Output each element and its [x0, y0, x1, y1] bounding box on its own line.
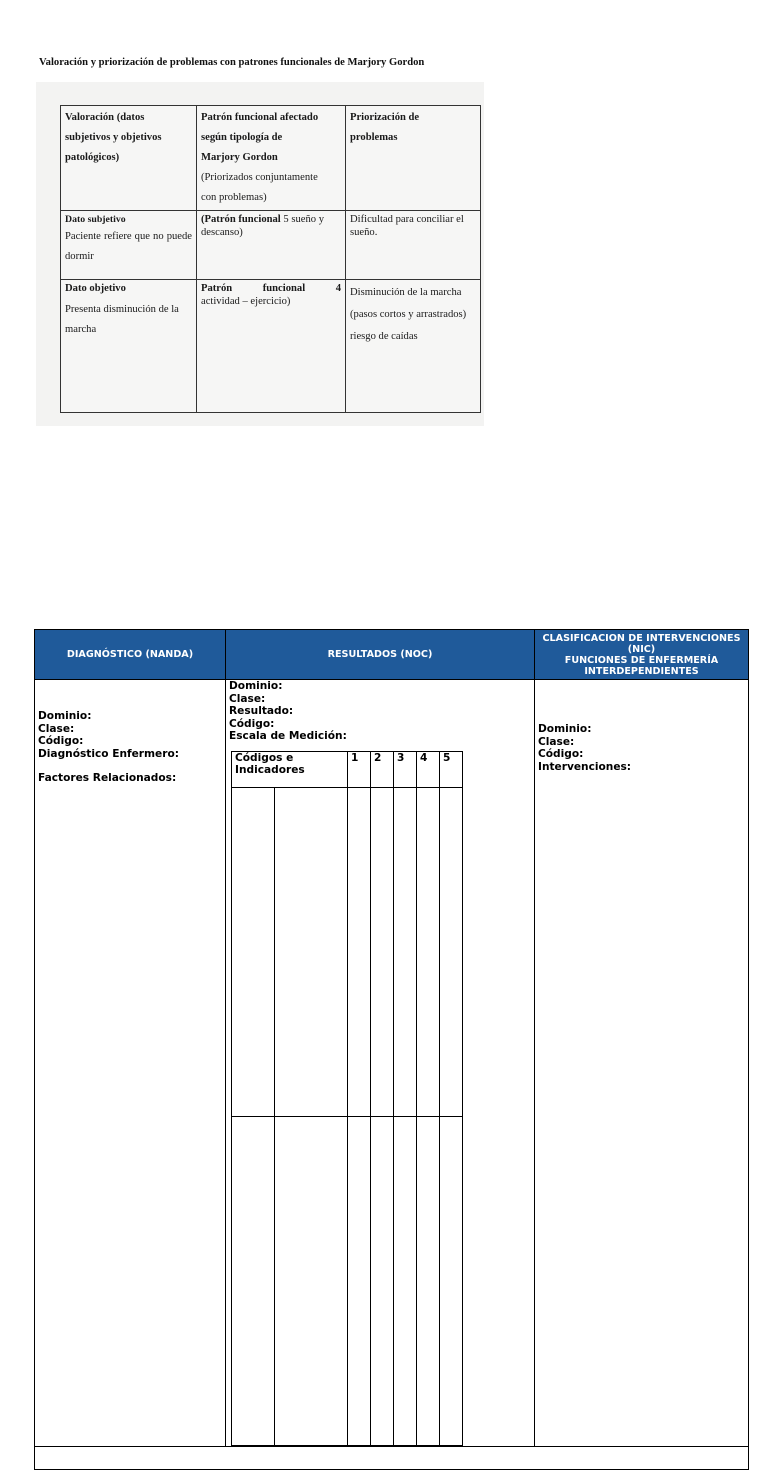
- nanda-cell: [35, 680, 226, 1447]
- noc-clase-label: Clase:: [229, 692, 266, 705]
- noc-score-cell[interactable]: [417, 787, 440, 1116]
- noc-resultado-label: Resultado:: [229, 705, 294, 717]
- noc-indicator-table: [231, 751, 463, 1446]
- nic-dominio-label: Dominio:: [538, 723, 592, 735]
- noc-score-cell[interactable]: [394, 787, 417, 1116]
- noc-scale-2: 2: [371, 751, 394, 787]
- nic-codigo-label: Código:: [538, 748, 584, 760]
- plan-header-row: [35, 630, 749, 680]
- nanda-diagnostico-label: Diagnóstico Enfermero:: [38, 747, 179, 760]
- noc-escala-label: Escala de Medición:: [229, 730, 347, 742]
- gordon-row-subjetivo: [61, 211, 481, 280]
- nic-clase-label: Clase:: [538, 735, 575, 748]
- noc-indicator-cell[interactable]: [275, 787, 348, 1116]
- nanda-factores-label: Factores Relacionados:: [38, 772, 177, 784]
- noc-codigo-label: Código:: [229, 717, 275, 730]
- noc-scale-4: 4: [417, 751, 440, 787]
- noc-score-cell[interactable]: [440, 1116, 463, 1445]
- noc-table-row: [232, 787, 463, 1116]
- gordon-header-priorizacion: Priorización de problemas: [346, 106, 481, 211]
- nanda-clase-label: Clase:: [38, 722, 75, 735]
- gordon-valuation-table: [60, 105, 481, 413]
- plan-footer-row: [35, 1446, 749, 1469]
- noc-score-cell[interactable]: [417, 1116, 440, 1445]
- noc-table-row: [232, 1116, 463, 1445]
- nic-intervenciones-label: Intervenciones:: [538, 760, 632, 773]
- gordon-cell-objetivo: Dato objetivo Presenta disminución de la marcha: [61, 280, 197, 413]
- noc-score-cell[interactable]: [348, 787, 371, 1116]
- nic-cell: [535, 680, 749, 1447]
- gordon-header-patron: Patrón funcional afectado según tipología de Marjory Gordon (Priorizados conjuntamente con problemas): [197, 106, 346, 211]
- noc-code-cell[interactable]: [232, 787, 275, 1116]
- header-nic: CLASIFICACION DE INTERVENCIONES (NIC) FUNCIONES DE ENFERMERÍA INTERDEPENDIENTES: [535, 630, 749, 680]
- noc-scale-1: 1: [348, 751, 371, 787]
- plan-body-row: [35, 680, 749, 1447]
- noc-score-cell[interactable]: [371, 1116, 394, 1445]
- gordon-header-valoracion: Valoración (datos subjetivos y objetivos patológicos): [61, 106, 197, 211]
- gordon-cell-priorizacion-2: Disminución de la marcha (pasos cortos y arrastrados) riesgo de caídas: [346, 280, 481, 413]
- nursing-care-plan-table: [34, 629, 749, 1470]
- noc-codes-header: Códigos e Indicadores: [232, 751, 348, 787]
- gordon-row-objetivo: [61, 280, 481, 413]
- noc-cell: [226, 680, 535, 1447]
- gordon-cell-patron-5: (Patrón funcional 5 sueño y descanso): [197, 211, 346, 280]
- gordon-header-row: [61, 106, 481, 211]
- nanda-codigo-label: Código:: [38, 735, 84, 747]
- noc-scale-5: 5: [440, 751, 463, 787]
- noc-score-cell[interactable]: [371, 787, 394, 1116]
- noc-code-cell[interactable]: [232, 1116, 275, 1445]
- noc-score-cell[interactable]: [394, 1116, 417, 1445]
- gordon-cell-patron-4: Patrón funcional 4 actividad – ejercicio): [197, 280, 346, 413]
- scan-title: Valoración y priorización de problemas con patrones funcionales de Marjory Gordon: [39, 57, 425, 68]
- header-nanda: DIAGNÓSTICO (NANDA): [35, 630, 226, 680]
- gordon-cell-subjetivo: Dato subjetivo Paciente refiere que no puede dormir: [61, 211, 197, 280]
- nanda-dominio-label: Dominio:: [38, 710, 92, 722]
- plan-footer-cell: [35, 1446, 749, 1469]
- noc-indicator-cell[interactable]: [275, 1116, 348, 1445]
- noc-dominio-label: Dominio:: [229, 680, 283, 692]
- noc-score-cell[interactable]: [440, 787, 463, 1116]
- noc-table-header-row: [232, 751, 463, 787]
- noc-score-cell[interactable]: [348, 1116, 371, 1445]
- header-noc: RESULTADOS (NOC): [226, 630, 535, 680]
- gordon-cell-priorizacion-1: Dificultad para conciliar el sueño.: [346, 211, 481, 280]
- noc-scale-3: 3: [394, 751, 417, 787]
